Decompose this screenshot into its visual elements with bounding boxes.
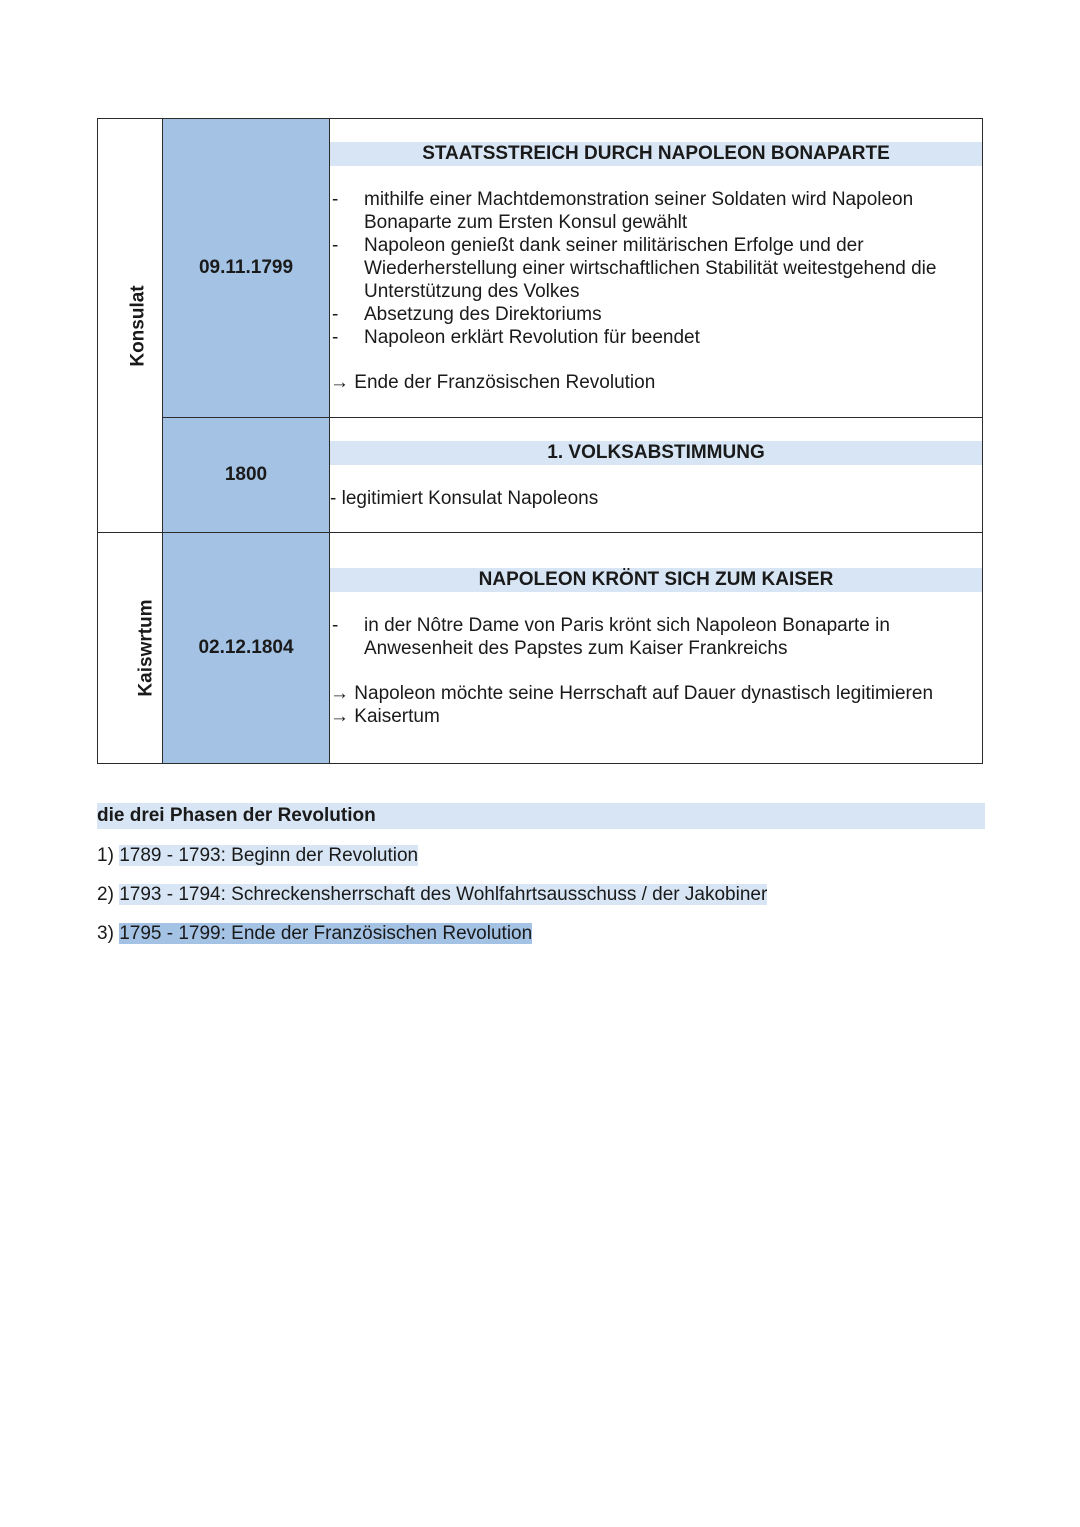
phase-label: Konsulat	[127, 284, 149, 367]
item-number: 1)	[97, 845, 114, 866]
arrow-line: → Napoleon möchte seine Herrschaft auf Dauer dynastisch legitimieren	[330, 683, 934, 704]
bullet-item: - Absetzung des Direktoriums	[330, 303, 982, 326]
list-item	[97, 883, 985, 907]
arrow-line: → Kaisertum	[330, 706, 440, 727]
phase-cell-konsulat	[98, 119, 163, 533]
phases-title: die drei Phasen der Revolution	[97, 803, 985, 829]
bullet-list	[330, 188, 982, 349]
content-cell	[330, 533, 983, 764]
table-row	[98, 418, 983, 533]
event-heading: 1. VOLKSABSTIMMUNG	[330, 441, 982, 465]
list-item	[97, 844, 985, 868]
content-cell	[330, 418, 983, 533]
bullet-item: - Napoleon genießt dank seiner militärischen Erfolge und der Wiederherstellung einer wirtschaftlichen Stabilität weitestgehend die Unterstützung des Volkes	[330, 234, 982, 303]
date-label: 1800	[224, 464, 268, 485]
item-text: 1789 - 1793: Beginn der Revolution	[119, 845, 419, 866]
bullet-item: - in der Nôtre Dame von Paris krönt sich Napoleon Bonaparte in Anwesenheit des Papstes zum Kaiser Frankreichs	[330, 614, 982, 660]
table-row	[98, 533, 983, 764]
event-text: - legitimiert Konsulat Napoleons	[330, 487, 599, 509]
item-number: 2)	[97, 884, 114, 905]
date-label: 02.12.1804	[198, 637, 294, 658]
bullet-list	[330, 614, 982, 660]
revolution-phases	[97, 803, 985, 946]
arrow-line: → Ende der Französischen Revolution	[330, 372, 656, 393]
date-cell	[163, 533, 330, 764]
date-cell	[163, 418, 330, 533]
arrow-note	[330, 371, 982, 394]
event-heading: NAPOLEON KRÖNT SICH ZUM KAISER	[330, 568, 982, 592]
timeline-table	[97, 118, 983, 764]
arrow-note	[330, 682, 982, 728]
date-label: 09.11.1799	[198, 257, 294, 278]
phase-cell-kaisertum	[98, 533, 163, 764]
bullet-item: - mithilfe einer Machtdemonstration seiner Soldaten wird Napoleon Bonaparte zum Ersten Konsul gewählt	[330, 188, 982, 234]
item-number: 3)	[97, 923, 114, 944]
item-text: 1795 - 1799: Ende der Französischen Revolution	[119, 923, 533, 944]
list-item	[97, 922, 985, 946]
content-cell	[330, 119, 983, 418]
bullet-item: - Napoleon erklärt Revolution für beendet	[330, 326, 982, 349]
item-text: 1793 - 1794: Schreckensherrschaft des Wohlfahrtsausschuss / der Jakobiner	[119, 884, 768, 905]
table-row	[98, 119, 983, 418]
date-cell	[163, 119, 330, 418]
event-heading: STAATSSTREICH DURCH NAPOLEON BONAPARTE	[330, 142, 982, 166]
phase-label: Kaiswrtum	[135, 599, 157, 697]
